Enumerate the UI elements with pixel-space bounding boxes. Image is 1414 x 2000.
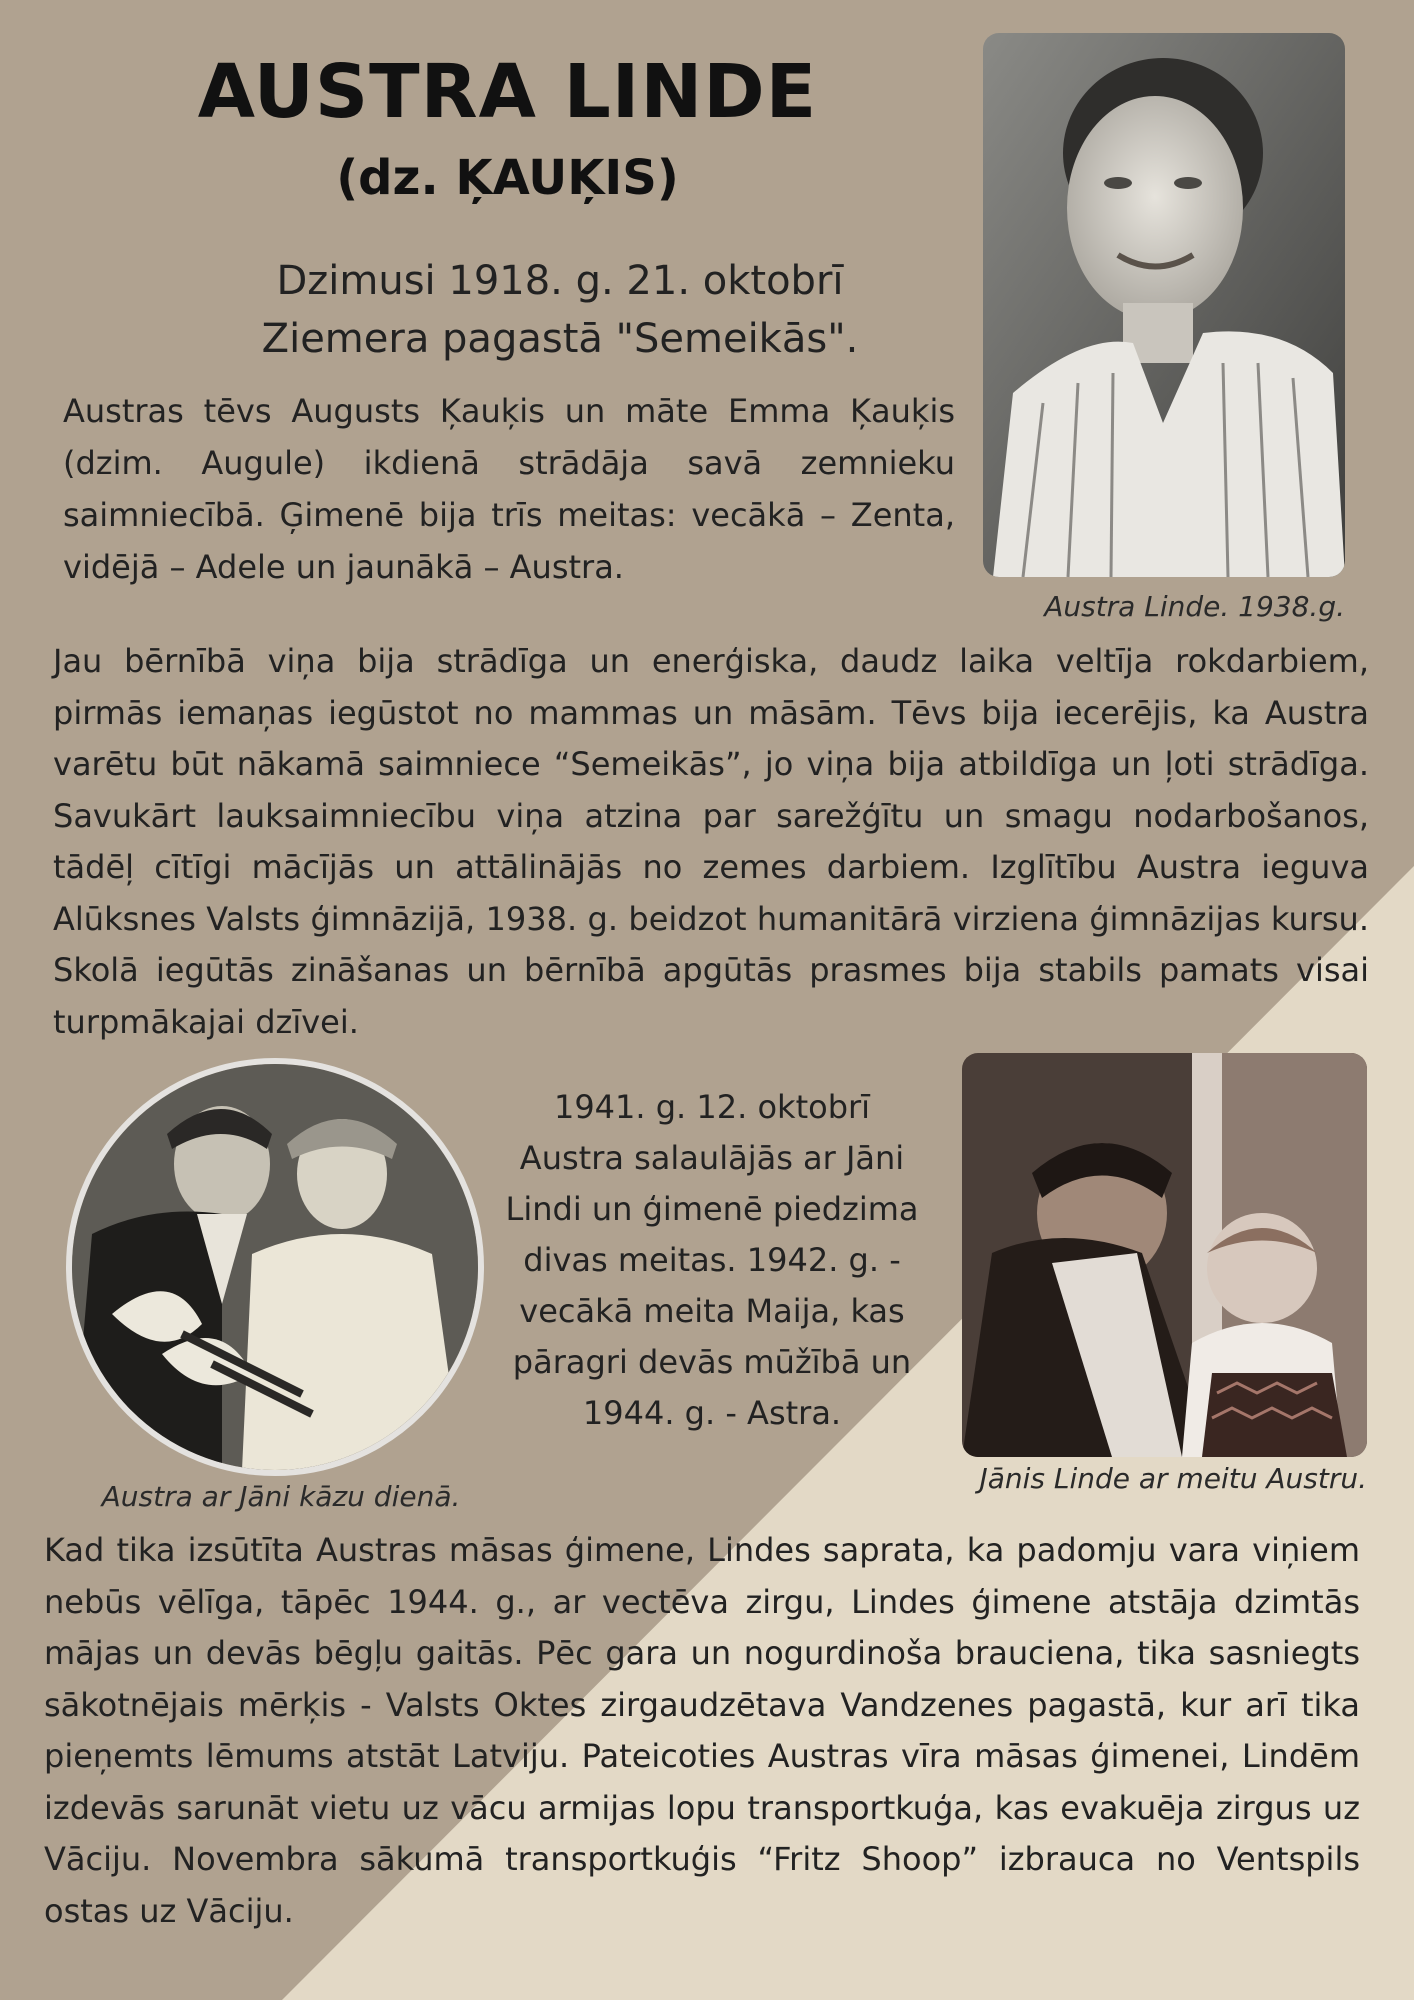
father-daughter-photo: [962, 1053, 1367, 1457]
escape-paragraph: Kad tika izsūtīta Austras māsas ģimene, Lindes saprata, ka padomju vara viņiem nebūs vēlīga, tāpēc 1944. g., ar vectēva zirgu, Lindes ģimene atstāja dzimtās mājas un devās bēgļu gaitās. Pēc gara un nogurdinoša brauciena, tika sasniegts sākotnējais mērķis - Valsts Oktes zirgaudzētava Vandzenes pagastā, kur arī tika pieņemts lēmums atstāt Latviju. Pateicoties Austras vīra māsas ģimenei, Lindēm izdevās sarunāt vietu uz vācu armijas lopu transportkuģa, kas evakuēja zirgus uz Vāciju. Novembra sākumā transportkuģis “Fritz Shoop” izbrauca no Ventspils ostas uz Vāciju.: [44, 1531, 1360, 1930]
maiden-name: (dz. ĶAUĶIS): [336, 150, 679, 206]
birth-date: Dzimusi 1918. g. 21. oktobrī: [276, 258, 844, 304]
birth-place: Ziemera pagastā "Semeikās".: [261, 316, 859, 362]
wedding-photo: [66, 1058, 484, 1476]
childhood-paragraph: Jau bērnībā viņa bija strādīga un enerģiska, daudz laika veltīja rokdarbiem, pirmās iemaņas iegūstot no mammas un māsām. Tēvs bija iecerējis, ka Austra varētu būt nākamā saimniece “Semeikās”, jo viņa bija atbildīga un ļoti strādīga. Savukārt lauksaimniecību viņa atzina par sarežģītu un smagu nodarbošanos, tādēļ cītīgi mācījās un attālinājās no zemes darbiem. Izglītību Austra ieguva Alūksnes Valsts ģimnāzijā, 1938. g. beidzot humanitārā virziena ģimnāzijas kursu. Skolā iegūtās zināšanas un bērnībā apgūtās prasmes bija stabils pamats visai turpmākajai dzīvei.: [53, 642, 1369, 1041]
family-paragraph: Austras tēvs Augusts Ķauķis un māte Emma Ķauķis (dzim. Augule) ikdienā strādāja savā zemnieku saimniecībā. Ģimenē bija trīs meitas: vecākā – Zenta, vidējā – Adele un jaunākā – Austra.: [63, 392, 955, 586]
wedding-caption: Austra ar Jāni kāzu dienā.: [101, 1480, 461, 1513]
portrait-photo: [983, 33, 1345, 577]
marriage-paragraph: 1941. g. 12. oktobrī Austra salaulājās ar Jāni Lindi un ģimenē piedzima divas meitas. 1942. g. - vecākā meita Maija, kas pāragri devās mūžībā un 1944. g. - Astra.: [505, 1088, 919, 1432]
father-daughter-caption: Jānis Linde ar meitu Austru.: [979, 1462, 1367, 1495]
birth-info: [230, 252, 890, 368]
portrait-caption: Austra Linde. 1938.g.: [1044, 590, 1345, 623]
page-title: AUSTRA LINDE: [197, 49, 818, 135]
